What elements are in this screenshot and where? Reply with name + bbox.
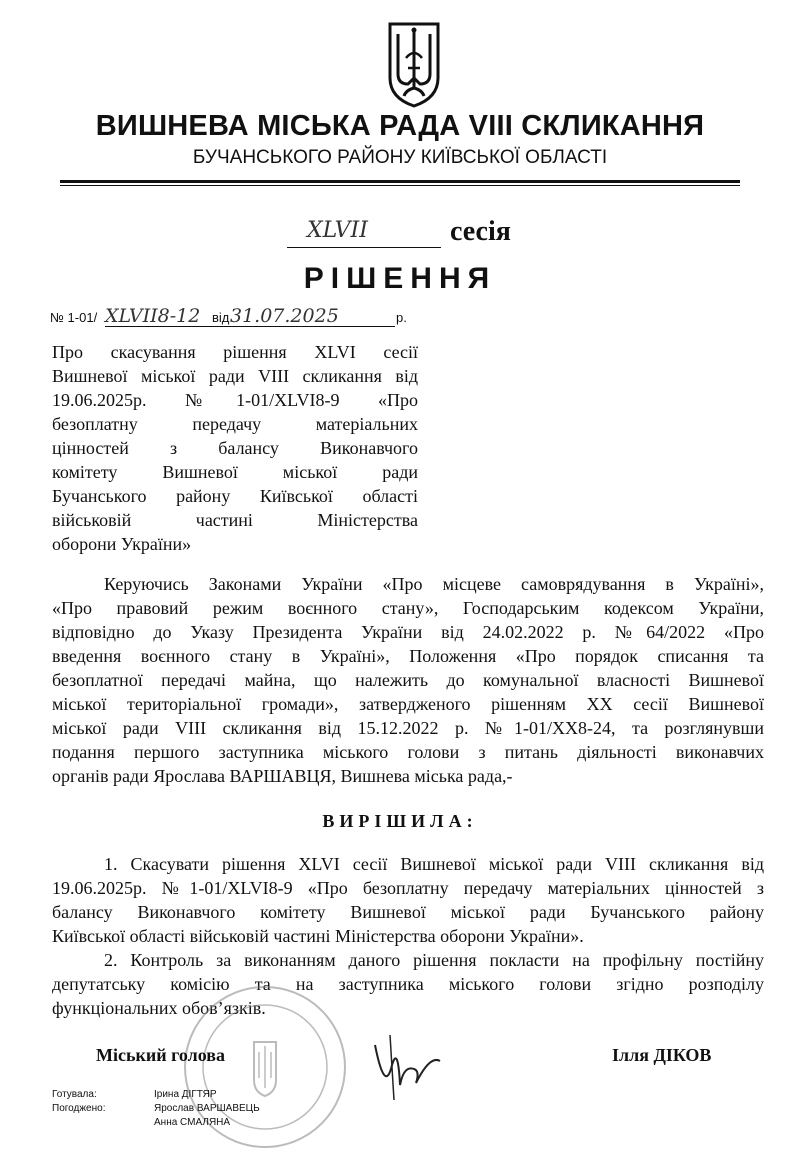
decision-date-handwritten: 31.07.2025 [230,305,339,327]
decision-items [52,852,764,1020]
preamble-line: міської територіальної громади», затвердженого рішенням XX сесії Вишневої [52,694,764,714]
preamble-line: введення воєнного стану в Україні», Положення «Про порядок списання та [52,646,764,666]
resolved-heading: ВИРІШИЛА: [322,811,478,831]
preamble-line: відповідно до Указу Президента України від 24.02.2022 р. №64/2022 «Про [52,622,764,642]
signatory-name: Ілля ДІКОВ [612,1045,712,1065]
date-underline [230,326,395,327]
decision-line: 1. Скасувати рішення XLVI сесії Вишневої міської ради VIII скликання від [104,854,764,874]
decision-subject [52,340,418,556]
prepared-by: Ірина ДІГТЯР [154,1089,217,1100]
signatory-position: Міський голова [96,1045,225,1065]
coat-of-arms-icon [386,18,442,108]
agreed-by: Анна СМАЛЯНА [154,1117,231,1128]
header-divider-thick [60,180,740,183]
preamble-line: «Про правовий режим воєнного стану», Господарським кодексом України, [52,598,764,618]
subject-line: Вишневої міської ради VIII скликання від [52,366,418,386]
subject-line: Бучанського району Київської області [52,486,418,506]
decision-line: функціональних обов’язків. [52,998,266,1018]
session-label: сесія [450,216,511,247]
decision-line: балансу Виконавчого комітету Вишневої міської ради Бучанського району [52,902,764,922]
subject-line: цінностей з балансу Виконавчого [52,438,418,458]
decision-line: депутатську комісію та на заступника міського голови згідно розподілу [52,974,764,994]
preamble-line: подання першого заступника міського голови з питань діяльності виконавчих [52,742,764,762]
session-number: XLVII [287,218,441,248]
preamble-paragraph [52,572,764,788]
preamble-line: безоплатної передачі майна, що належить до комунальної власності Вишневої [52,670,764,690]
year-suffix: р. [396,310,407,325]
from-label: від [212,310,230,325]
prepared-label: Готувала: [52,1089,97,1100]
decision-line: 2. Контроль за виконанням даного рішення покласти на профільну постійну [104,950,764,970]
preamble-line: Керуючись Законами України «Про місцеве самоврядування в Україні», [104,574,764,594]
subject-line: 19.06.2025р. №1-01/XLVI8-9 «Про [52,390,418,410]
header-divider-thin [60,185,740,186]
decision-line: 19.06.2025р. №1-01/XLVI8-9 «Про безоплатну передачу матеріальних цінностей з [52,878,764,898]
agreed-by: Ярослав ВАРШАВЕЦЬ [154,1103,260,1114]
council-district: БУЧАНСЬКОГО РАЙОНУ КИЇВСЬКОЇ ОБЛАСТІ [192,147,608,168]
decision-number-handwritten: XLVII8-12 [105,305,201,327]
decision-number-prefix: № 1-01/ [50,310,98,325]
subject-line: Про скасування рішення XLVI сесії [52,342,418,362]
preamble-line: органів ради Ярослава ВАРШАВЦЯ, Вишнева міська рада,- [52,766,513,786]
handwritten-signature [370,1025,450,1105]
agreed-label: Погоджено: [52,1103,106,1114]
decision-heading: РІШЕННЯ [303,262,497,295]
council-name: ВИШНЕВА МІСЬКА РАДА VIII СКЛИКАННЯ [95,110,705,142]
subject-line: оборони України» [52,534,192,554]
subject-line: безоплатну передачу матеріальних [52,414,418,434]
subject-line: військовій частині Міністерства [52,510,418,530]
subject-line: комітету Вишневої міської ради [52,462,418,482]
preamble-line: міської ради VIII скликання від 15.12.2022 р. №1-01/XX8-24, та розглянувши [52,718,764,738]
decision-line: Київської області військовій частині Міністерства оборони України». [52,926,584,946]
